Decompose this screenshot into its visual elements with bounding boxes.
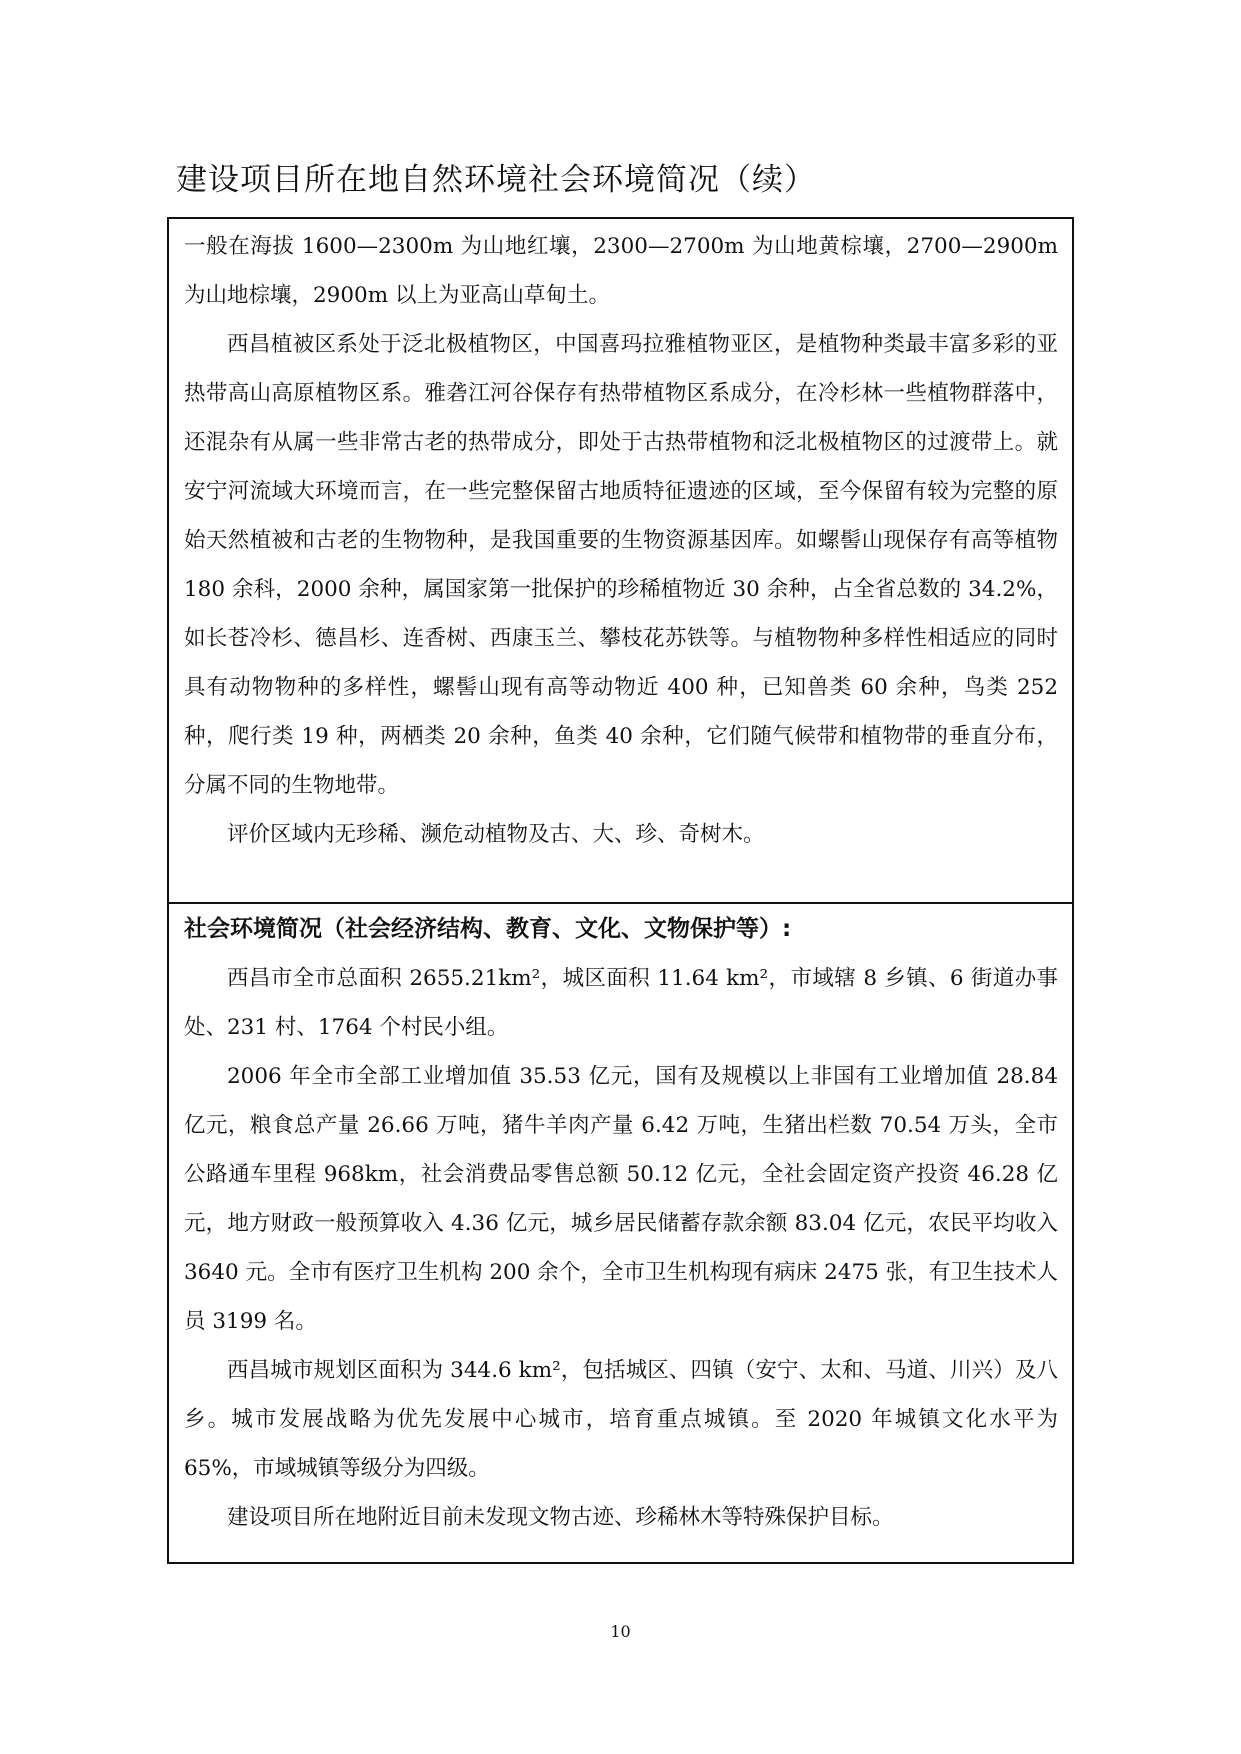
- natural-paragraph-3: 评价区域内无珍稀、濒危动植物及古、大、珍、奇树木。: [227, 822, 765, 847]
- social-section-heading: 社会环境简况（社会经济结构、教育、文化、文物保护等）:: [184, 916, 792, 942]
- section-divider: [169, 902, 1072, 904]
- social-paragraph-4: 建设项目所在地附近目前未发现文物古迹、珍稀林木等特殊保护目标。: [227, 1505, 894, 1530]
- social-environment-section: [184, 905, 1058, 1542]
- social-paragraph-1: 西昌市全市总面积 2655.21km²，城区面积 11.64 km²，市域辖 8 乡镇、6 街道办事处、231 村、1764 个村民小组。: [184, 966, 1058, 1040]
- social-paragraph-2: 2006 年全市全部工业增加值 35.53 亿元，国有及规模以上非国有工业增加值 28.84 亿元，粮食总产量 26.66 万吨，猪牛羊肉产量 6.42 万吨，生猪出栏数 70.54 万头，全市公路通车里程 968km，社会消费品零售总额 50.12 亿元，全社会固定资产投资 46.28 亿元，地方财政一般预算收入 4.36 亿元，城乡居民储蓄存款余额 83.04 亿元，农民平均收入 3640 元。全市有医疗卫生机构 200 余个，全市卫生机构现有病床 2475 张，有卫生技术人员 3199 名。: [184, 1064, 1058, 1334]
- social-paragraph-3: 西昌城市规划区面积为 344.6 km²，包括城区、四镇（安宁、太和、马道、川兴）及八乡。城市发展战略为优先发展中心城市，培育重点城镇。至 2020 年城镇文化水平为 65%，市域城镇等级分为四级。: [184, 1358, 1058, 1481]
- page-number: 10: [610, 1622, 631, 1641]
- content-table: [167, 217, 1074, 1564]
- page-title: 建设项目所在地自然环境社会环境简况（续）: [176, 162, 816, 198]
- natural-paragraph-1: 一般在海拔 1600—2300m 为山地红壤，2300—2700m 为山地黄棕壤，2700—2900m 为山地棕壤，2900m 以上为亚高山草甸土。: [184, 234, 1058, 308]
- natural-paragraph-2: 西昌植被区系处于泛北极植物区，中国喜玛拉雅植物亚区，是植物种类最丰富多彩的亚热带高山高原植物区系。雅砻江河谷保存有热带植物区系成分，在冷杉林一些植物群落中，还混杂有从属一些非常古老的热带成分，即处于古热带植物和泛北极植物区的过渡带上。就安宁河流域大环境而言，在一些完整保留古地质特征遗迹的区域，至今保留有较为完整的原始天然植被和古老的生物物种，是我国重要的生物资源基因库。如螺髻山现保存有高等植物 180 余科，2000 余种，属国家第一批保护的珍稀植物近 30 余种，占全省总数的 34.2%，如长苍冷杉、德昌杉、连香树、西康玉兰、攀枝花苏铁等。与植物物种多样性相适应的同时具有动物物种的多样性，螺髻山现有高等动物近 400 种，已知兽类 60 余种，鸟类 252 种，爬行类 19 种，两栖类 20 余种，鱼类 40 余种，它们随气候带和植物带的垂直分布，分属不同的生物地带。: [184, 332, 1058, 798]
- natural-environment-section: [184, 222, 1058, 859]
